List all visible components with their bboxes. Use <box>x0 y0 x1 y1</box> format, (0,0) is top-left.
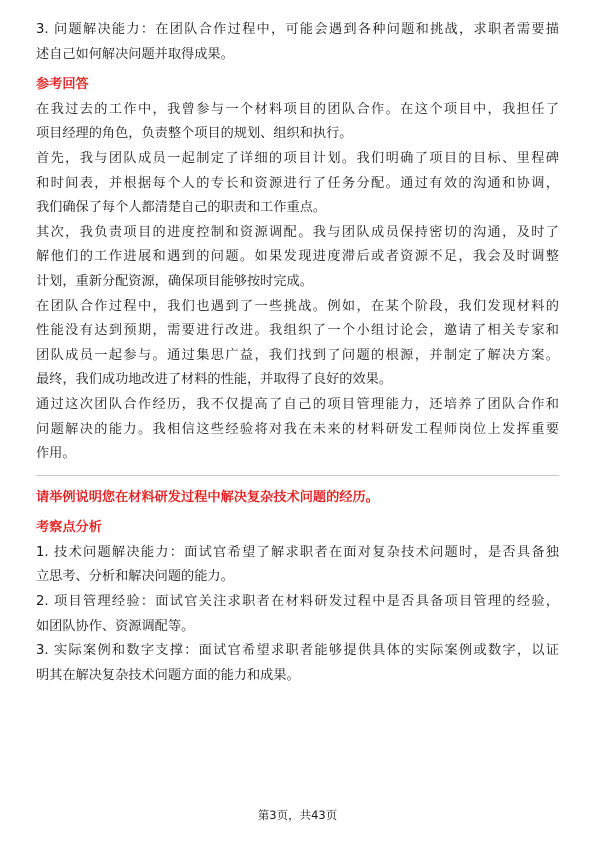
analysis-line: 1. 技术问题解决能力：面试官希望了解求职者在面对复杂技术问题时，是否具备独 <box>36 544 559 560</box>
analysis-line: 明其在解决复杂技术问题方面的能力和成果。 <box>36 667 300 683</box>
criteria-item-line: 述自己如何解决问题并取得成果。 <box>36 46 234 62</box>
answer-line: 性能没有达到预期，需要进行改进。我组织了一个小组讨论会，邀请了相关专家和 <box>36 323 559 339</box>
page-number-footer: 第3页，共43页 <box>257 808 338 822</box>
criteria-item-3 <box>36 18 559 67</box>
analysis-line: 立思考、分析和解决问题的能力。 <box>36 569 234 585</box>
answer-line: 解他们的工作进展和遇到的问题。如果发现进度滞后或者资源不足，我会及时调整 <box>36 249 559 265</box>
answer-heading: 参考回答 <box>36 77 89 93</box>
answer-line: 首先，我与团队成员一起制定了详细的项目计划。我们明确了项目的目标、里程碑 <box>36 150 559 166</box>
analysis-item <box>36 639 559 688</box>
criteria-item-line: 3. 问题解决能力：在团队合作过程中，可能会遇到各种问题和挑战，求职者需要描 <box>36 22 559 37</box>
answer-line: 其次，我负责项目的进度控制和资源调配。我与团队成员保持密切的沟通，及时了 <box>36 224 559 240</box>
analysis-item <box>36 541 559 590</box>
answer-line: 作用。 <box>36 446 76 462</box>
answer-line: 我们确保了每个人都清楚自己的职责和工作重点。 <box>36 200 327 216</box>
analysis-line: 3. 实际案例和数字支撑：面试官希望求职者能够提供具体的实际案例或数字，以证 <box>36 643 559 659</box>
section-divider <box>36 475 559 476</box>
answer-paragraph <box>36 98 559 147</box>
analysis-item <box>36 590 559 639</box>
answer-paragraph <box>36 295 559 393</box>
answer-line: 问题解决的能力。我相信这些经验将对我在未来的材料研发工程师岗位上发挥重要 <box>36 421 559 437</box>
answer-line: 在我过去的工作中，我曾参与一个材料项目的团队合作。在这个项目中，我担任了 <box>36 101 559 117</box>
analysis-line: 如团队协作、资源调配等。 <box>36 618 195 634</box>
question-title: 请举例说明您在材料研发过程中解决复杂技术问题的经历。 <box>36 489 379 505</box>
answer-paragraph <box>36 221 559 295</box>
answer-paragraph <box>36 393 559 467</box>
answer-line: 最终，我们成功地改进了材料的性能，并取得了良好的效果。 <box>36 372 393 388</box>
answer-line: 通过这次团队合作经历，我不仅提高了自己的项目管理能力，还培养了团队合作和 <box>36 396 559 412</box>
answer-line: 在团队合作过程中，我们也遇到了一些挑战。例如，在某个阶段，我们发现材料的 <box>36 298 559 314</box>
answer-line: 团队成员一起参与。通过集思广益，我们找到了问题的根源，并制定了解决方案。 <box>36 347 559 363</box>
document-page <box>36 18 559 688</box>
analysis-line: 2. 项目管理经验：面试官关注求职者在材料研发过程中是否具备项目管理的经验， <box>36 594 559 610</box>
answer-line: 项目经理的角色，负责整个项目的规划、组织和执行。 <box>36 126 353 142</box>
answer-line: 计划，重新分配资源，确保项目能够按时完成。 <box>36 273 313 289</box>
answer-paragraph <box>36 147 559 221</box>
answer-line: 和时间表，并根据每个人的专长和资源进行了任务分配。通过有效的沟通和协调， <box>36 175 559 191</box>
analysis-heading: 考察点分析 <box>36 520 102 536</box>
